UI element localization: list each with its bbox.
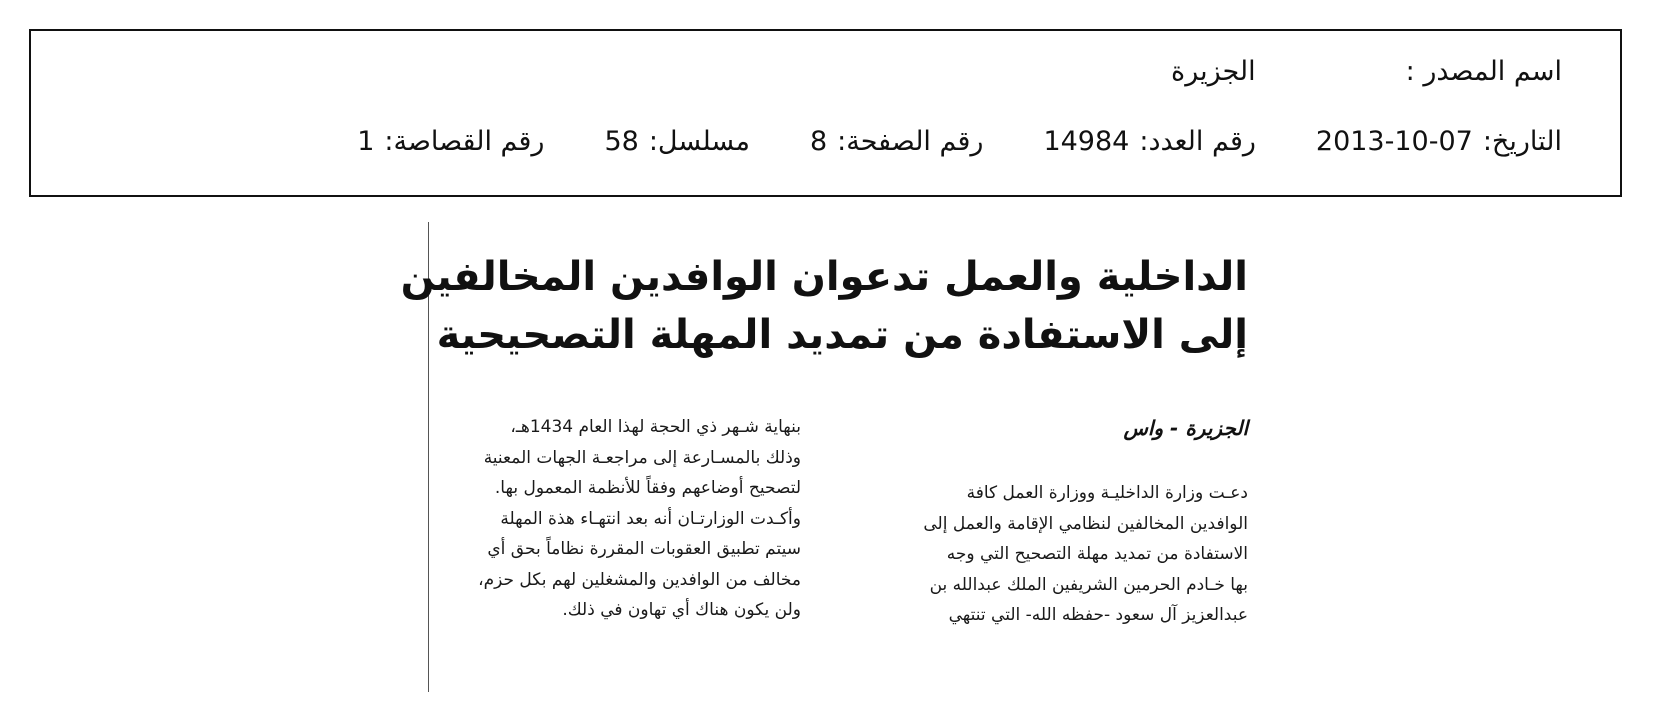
body-line: سيتم تطبيق العقوبات المقررة نظاماً بحق أي xyxy=(487,539,801,559)
date-field xyxy=(1316,126,1562,157)
headline-line: إلى الاستفادة من تمديد المهلة التصحيحية xyxy=(436,312,1248,358)
issue-field xyxy=(1043,126,1255,157)
clipping-header xyxy=(29,29,1622,197)
body-line: ولن يكون هناك أي تهاون في ذلك. xyxy=(562,600,801,620)
article-column-right xyxy=(898,478,1248,631)
date-label: التاريخ: xyxy=(1482,125,1562,157)
body-line: بنهاية شـهر ذي الحجة لهذا العام 1434هـ، xyxy=(510,417,801,437)
clip-value: 1 xyxy=(357,125,375,157)
page-label: رقم الصفحة: xyxy=(837,125,984,157)
body-line: وذلك بالمسـارعة إلى مراجعـة الجهات المعنية xyxy=(483,447,801,468)
body-line: الوافدين المخالفين لنظامي الإقامة والعمل إلى xyxy=(923,513,1248,534)
issue-value: 14984 xyxy=(1043,125,1130,157)
article-byline: الجزيرة - واس xyxy=(1123,416,1248,440)
article-headline xyxy=(400,248,1248,364)
source-label: اسم المصدر : xyxy=(1405,55,1562,87)
clip-field xyxy=(357,126,544,157)
body-line: وأكـدت الوزارتـان أنه بعد انتهـاء هذة المهلة xyxy=(500,508,801,529)
source-field xyxy=(1171,56,1562,87)
body-line: مخالف من الوافدين والمشغلين لهم بكل حزم، xyxy=(478,569,801,590)
header-meta-row xyxy=(357,121,1562,161)
page-value: 8 xyxy=(809,125,828,157)
serial-label: مسلسل: xyxy=(648,125,750,157)
serial-value: 58 xyxy=(604,125,639,157)
clip-label: رقم القصاصة: xyxy=(384,125,545,157)
body-line: عبدالعزيز آل سعود -حفظه الله- التي تنتهي xyxy=(948,605,1248,625)
source-value: الجزيرة xyxy=(1171,55,1256,87)
headline-line: الداخلية والعمل تدعوان الوافدين المخالفين xyxy=(400,254,1248,300)
news-article xyxy=(400,222,1248,692)
page-field xyxy=(810,126,984,157)
body-line: بها خـادم الحرمين الشريفين الملك عبدالله بن xyxy=(929,574,1248,595)
date-value: 2013-10-07 xyxy=(1315,125,1473,157)
body-line: لتصحيح أوضاعهم وفقاً للأنظمة المعمول بها. xyxy=(494,478,801,498)
article-column-left xyxy=(446,412,801,626)
issue-label: رقم العدد: xyxy=(1139,125,1256,157)
serial-field xyxy=(604,126,749,157)
header-source-row xyxy=(1171,51,1562,91)
body-line: الاستفادة من تمديد مهلة التصحيح التي وجه xyxy=(946,544,1248,564)
body-line: دعـت وزارة الداخليـة ووزارة العمل كافة xyxy=(966,483,1248,503)
